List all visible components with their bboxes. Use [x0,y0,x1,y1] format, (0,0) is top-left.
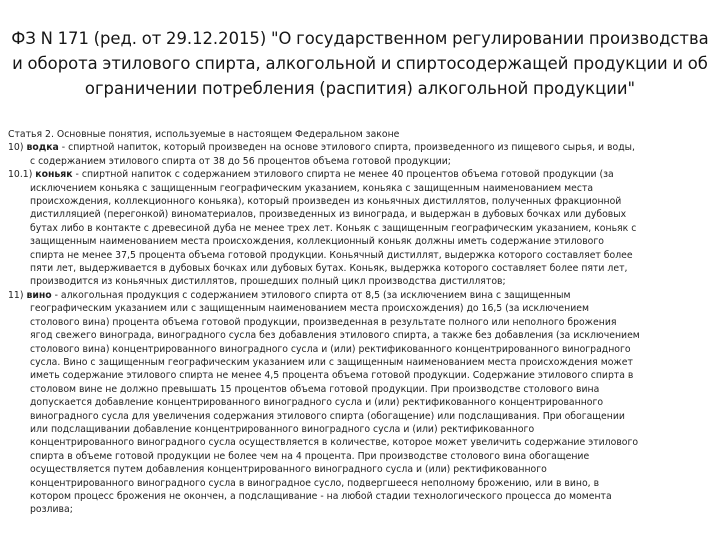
definition-number: 10.1) [8,169,33,181]
definition-line: или подслащивании добавление концентрированного виноградного сусла и (или) ректификованного [30,423,535,435]
definition-line: спирта в объеме готовой продукции не более чем на 4 процента. При производстве столового вина обогащение [30,450,590,462]
definition-cognac [8,168,712,289]
definition-term: водка [26,142,59,154]
definition-text: - алкогольная продукция с содержанием этилового спирта от 8,5 (за исключением вина с защищенным [51,289,571,301]
definition-vodka [8,141,712,168]
definition-line: дистилляцией (перегонкой) виноматериалов, произведенных из винограда, и выдержан в дубовых бочках или дубовых [30,209,627,221]
title-line: ФЗ N 171 (ред. от 29.12.2015) "О государственном регулировании производства [11,29,709,48]
definition-line: котором процесс брожения не окончен, а подслащивание - на любой стадии технологического процесса до момента [30,490,612,502]
definition-line: защищенным наименованием места происхождения, коллекционный коньяк должны иметь содержание этилового [30,236,604,248]
article-body [8,128,712,517]
definition-text: - спиртной напиток, который произведен на основе этилового спирта, произведенного из пищевого сырья, и воды, [58,142,635,154]
definition-line: осуществляется путем добавления концентрированного виноградного сусла и (или) ректификованного [30,464,547,476]
definition-line: столового вина) процента объема готовой продукции, произведенная в результате полного или неполного брожения [30,316,617,328]
definition-line: столовом вине не должно превышать 15 процентов объема готовой продукции. При производстве столового вина [30,383,600,395]
page-title [0,26,720,101]
definition-number: 10) [8,142,24,154]
definition-line: допускается добавление концентрированного виноградного сусла и (или) ректификованного концентрированного [30,397,604,409]
definition-first-line [8,168,712,181]
article-heading: Статья 2. Основные понятия, используемые в настоящем Федеральном законе [8,129,400,140]
definition-line: географическим указанием или с защищенным наименованием места происхождения) до 16,5 (за исключением [30,303,590,315]
definition-line: бутах либо в контакте с древесиной дуба не менее трех лет. Коньяк с защищенным географическим указанием, коньяк с [30,222,637,234]
definition-number: 11) [8,289,24,301]
definition-line: виноградного сусла для увеличения содержания этилового спирта (обогащение) или подслащивания. При обогащении [30,410,625,422]
title-line: ограничении потребления (распития) алкогольной продукции" [84,79,636,98]
definition-line: концентрированного виноградного сусла осуществляется в количестве, которое может увеличить содержание этилового [30,437,639,449]
definition-term: вино [26,289,52,301]
definition-line: ягод свежего винограда, виноградного сусла без добавления этилового спирта, а также без добавления (за исключением [30,330,640,342]
title-line: и оборота этилового спирта, алкогольной и спиртосодержащей продукции и об [12,54,708,73]
definition-line: происхождения, коллекционного коньяка), который произведен из коньячных дистиллятов, полученных фракционной [30,196,622,208]
definition-text: - спиртной напиток с содержанием этилового спирта не менее 40 процентов объема готовой продукции (за [72,169,614,181]
definition-line: сусла. Вино с защищенным географическим указанием или с защищенным наименованием места происхождения может [30,356,633,368]
definition-first-line [8,289,712,302]
definition-line: розлива; [30,504,73,516]
definition-line: спирта не менее 37,5 процента объема готовой продукции. Коньячный дистиллят, выдержка которого составляет более [30,249,633,261]
definition-line: производится из коньячных дистиллятов, прошедших полный цикл производства дистиллятов; [30,276,506,288]
definition-line: пяти лет, выдерживается в дубовых бочках или дубовых бутах. Коньяк, выдержка которого составляет более пяти лет, [30,263,628,275]
definition-term: коньяк [35,169,73,181]
definition-line: исключением коньяка с защищенным географическим указанием, коньяка с защищенным наименованием места [30,182,594,194]
definition-line: столового вина) концентрированного виноградного сусла и (или) ректификованного концентрированного виноградного [30,343,631,355]
definition-line: иметь содержание этилового спирта не менее 4,5 процента объема готовой продукции. Содержание этилового спирта в [30,370,634,382]
definition-line: концентрированного виноградного сусла в виноградное сусло, подвергшееся неполному брожению, или в вино, в [30,477,600,489]
definition-line: с содержанием этилового спирта от 38 до 56 процентов объема готовой продукции; [30,155,451,167]
definition-wine [8,289,712,517]
definition-first-line [8,141,712,154]
